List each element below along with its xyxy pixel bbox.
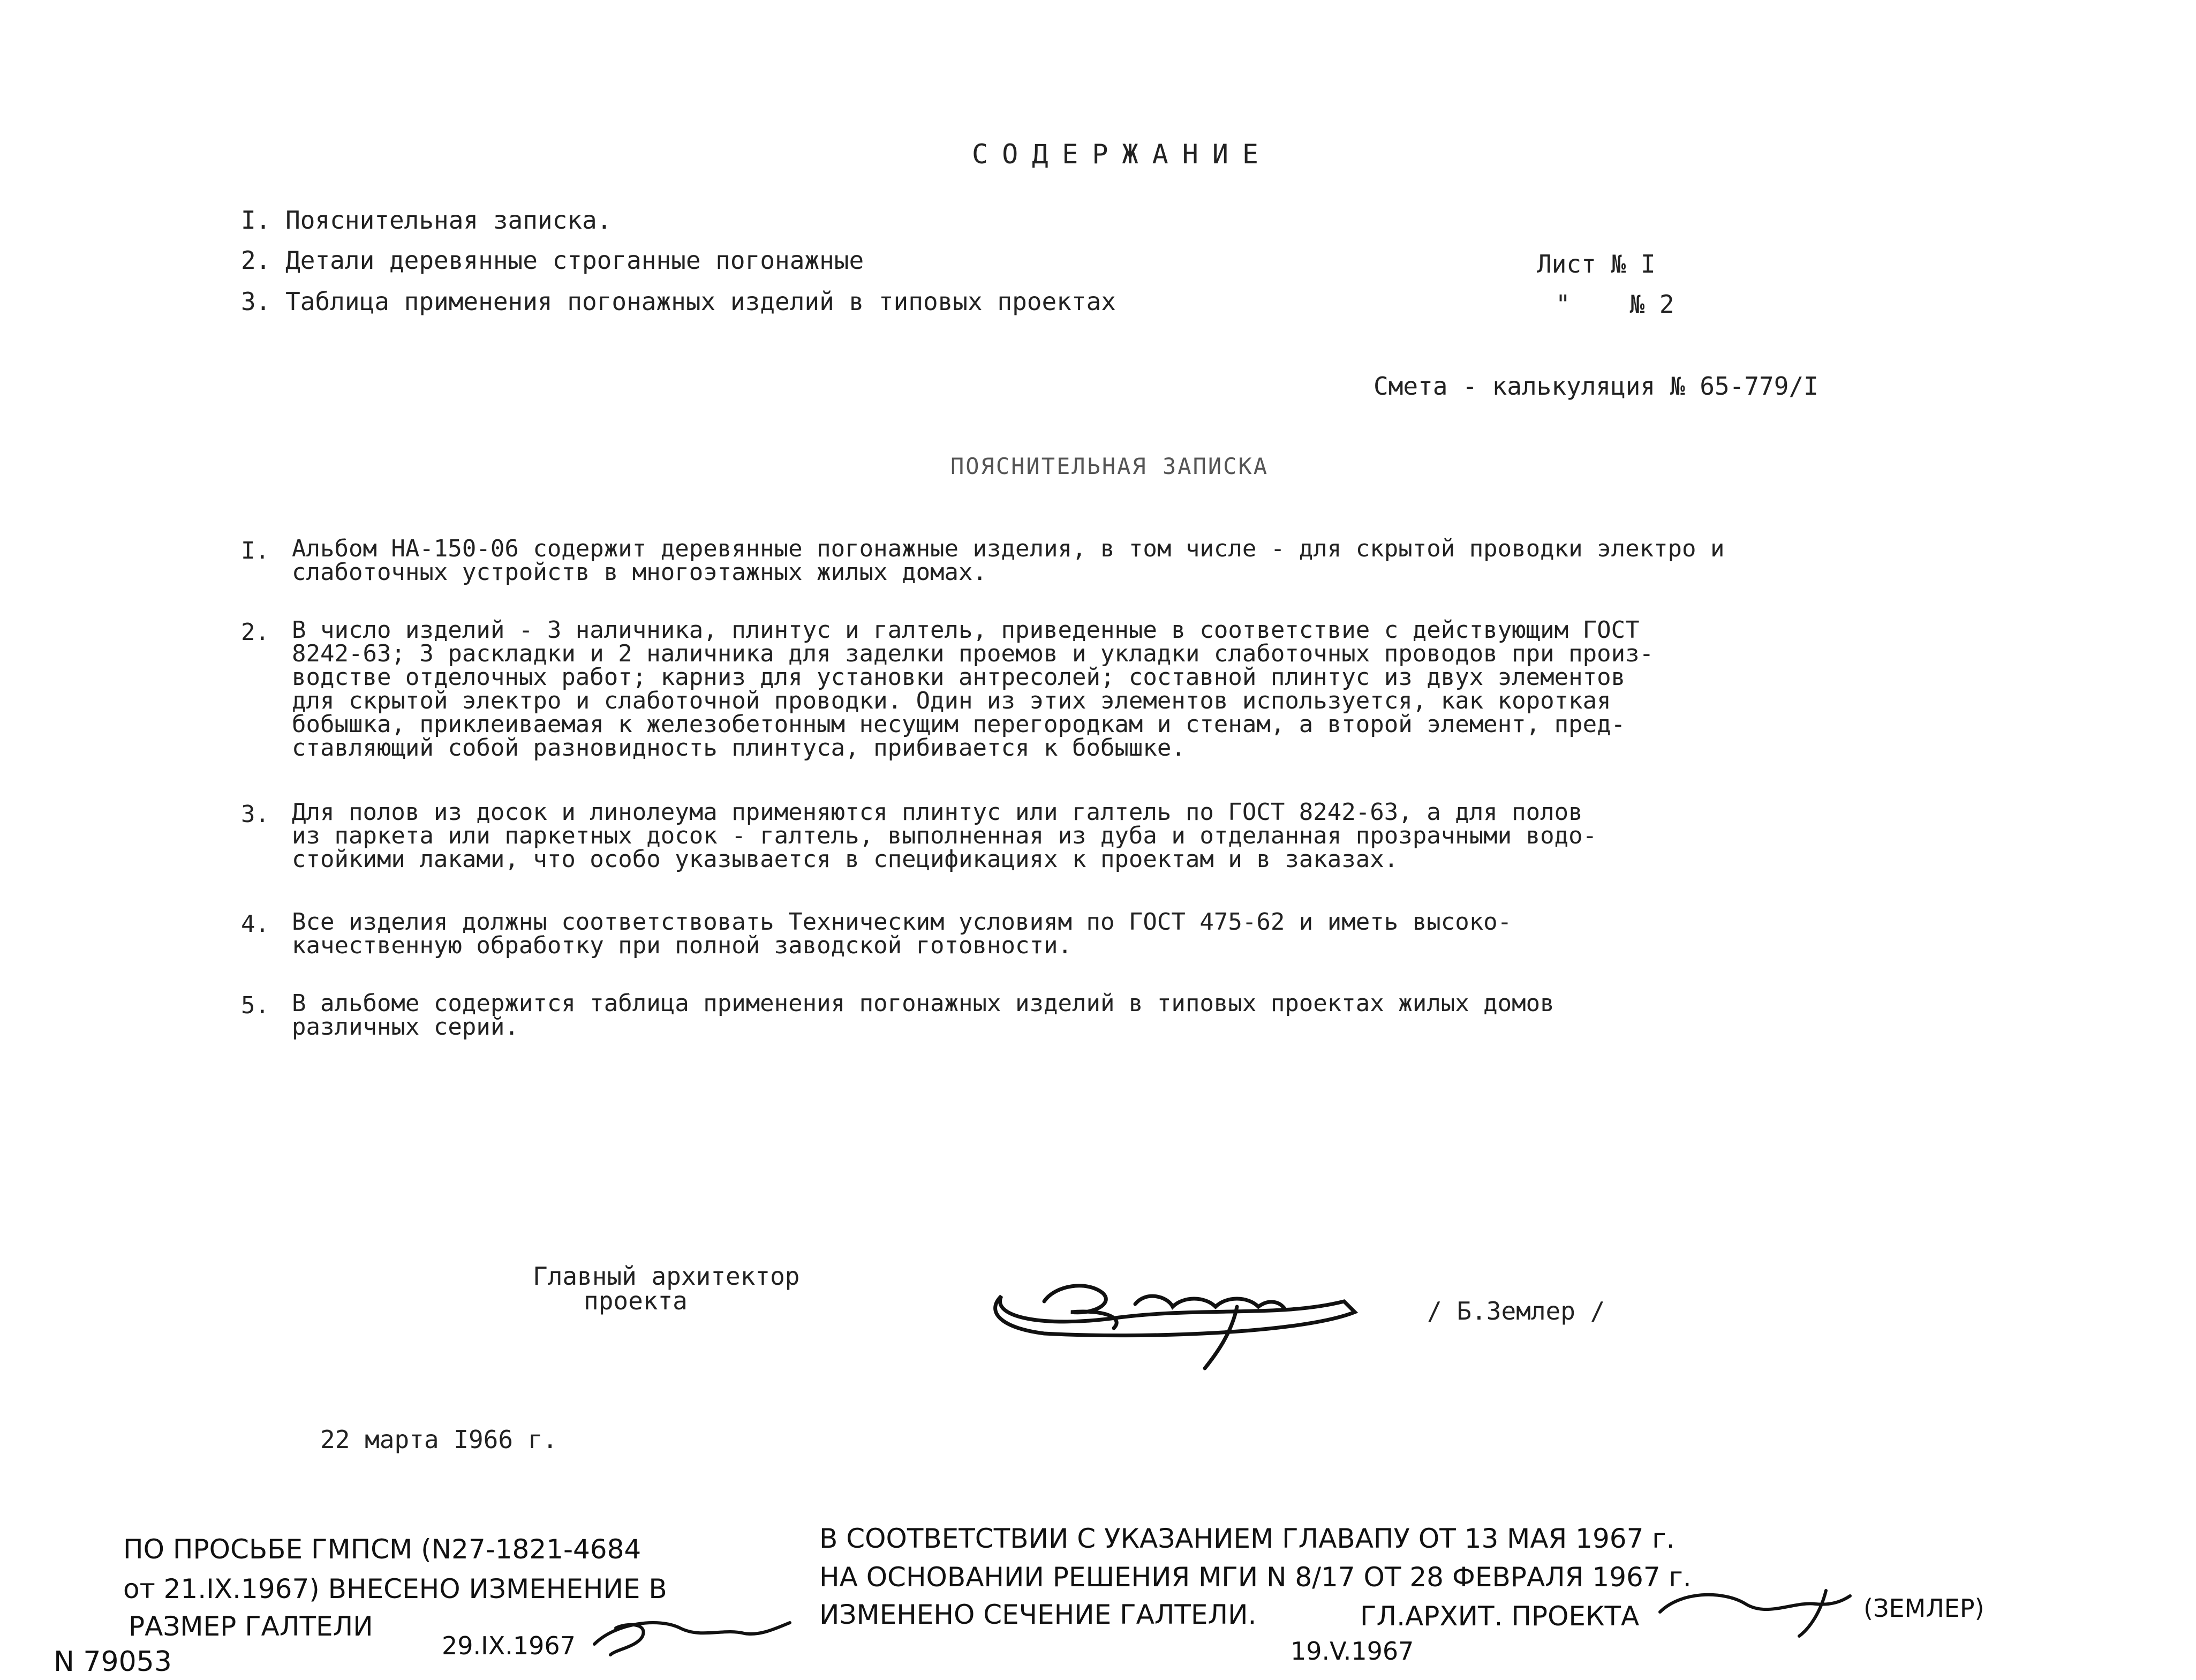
handwritten-line: В СООТВЕТСТВИИ С УКАЗАНИЕМ ГЛАВАПУ ОТ 13 МАЯ 1967 г. [819,1523,1675,1554]
paragraph-line: различных серий. [292,1013,519,1041]
document-date: 22 марта I966 г. [320,1425,558,1454]
handwritten-right-role: ГЛ.АРХИТ. ПРОЕКТА [1360,1601,1640,1632]
handwritten-right-signature [1649,1580,1853,1639]
paragraph-number: 4. [241,910,269,938]
signer-role-line: проекта [584,1286,688,1315]
handwritten-left-signature [584,1607,798,1666]
paragraph-line: В число изделий - 3 наличника, плинтус и галтель, приведенные в соответствие с действующим ГОСТ [292,616,1640,644]
contents-item-number: 3. [241,287,271,316]
paragraph-line: Все изделия должны соответствовать Техническим условиям по ГОСТ 475-62 и иметь высоко- [292,908,1512,936]
note-title: ПОЯСНИТЕЛЬНАЯ ЗАПИСКА [950,453,1269,479]
contents-item-number: I. [241,206,271,235]
contents-item-1 [241,206,612,235]
paragraph-line: слаботочных устройств в многоэтажных жилых домах. [292,559,987,586]
estimate-reference: Смета - калькуляция № 65-779/I [1374,372,1818,401]
document-number: N 79053 [54,1646,172,1678]
signer-name: / Б.Землер / [1427,1297,1605,1325]
paragraph-line: ставляющий собой разновидность плинтуса, прибивается к бобышке. [292,734,1186,762]
paragraph-number: I. [241,537,269,564]
contents-item-text: Детали деревянные строганные погонажные [285,246,864,275]
paragraph-line: стойкими лаками, что особо указывается в спецификациях к проектам и в заказах. [292,846,1399,873]
contents-item-3 [241,289,1116,314]
contents-item-text: Таблица применения погонажных изделий в типовых проектах [285,287,1116,316]
paragraph-line: Альбом НА-150-06 содержит деревянные погонажные изделия, в том числе - для скрытой проводки электро и [292,535,1725,562]
paragraph-3 [241,798,1597,873]
paragraph-line: для скрытой электро и слаботочной проводки. Один из этих элементов используется, как короткая [292,687,1611,714]
paragraph-5 [241,992,1554,1039]
signer-role-line: Главный архитектор [533,1262,800,1291]
handwritten-line: ИЗМЕНЕНО СЕЧЕНИЕ ГАЛТЕЛИ. [819,1599,1257,1630]
paragraph-line: из паркета или паркетных досок - галтель, выполненная из дуба и отделанная прозрачными водо- [292,822,1597,849]
paragraph-number: 3. [241,801,269,828]
contents-item-text: Пояснительная записка. [285,206,612,235]
signer-role [533,1264,800,1313]
paragraph-4 [241,910,1512,958]
contents-title: СОДЕРЖАНИЕ [972,139,1273,170]
paragraph-2 [241,616,1654,762]
sheet-ref-1: Лист № I [1537,250,1656,278]
handwritten-line: ПО ПРОСЬБЕ ГМПСМ (N27-1821-4684 [123,1534,642,1565]
sheet-ref-2: " № 2 [1556,290,1674,319]
paragraph-line: 8242-63; 3 раскладки и 2 наличника для заделки проемов и укладки слаботочных проводов при произ- [292,640,1654,667]
contents-item-2 [241,248,864,273]
signature-image [980,1253,1365,1376]
handwritten-right-date: 19.V.1967 [1291,1637,1414,1666]
paragraph-line: Для полов из досок и линолеума применяются плинтус или галтель по ГОСТ 8242-63, а для полов [292,798,1583,826]
paragraph-line: В альбоме содержится таблица применения погонажных изделий в типовых проектах жилых домов [292,990,1554,1017]
paragraph-line: качественную обработку при полной заводской готовности. [292,932,1072,959]
paragraph-number: 2. [241,619,269,646]
paragraph-number: 5. [241,992,269,1019]
handwritten-left-date: 29.IX.1967 [442,1631,576,1660]
paragraph-line: водстве отделочных работ; карниз для установки антресолей; составной плинтус из двух элементов [292,664,1626,691]
handwritten-line: РАЗМЕР ГАЛТЕЛИ [129,1611,373,1642]
contents-item-number: 2. [241,246,271,275]
paragraph-line: бобышка, приклеиваемая к железобетонным несущим перегородкам и стенам, а второй элемент, пред- [292,711,1626,738]
handwritten-line: НА ОСНОВАНИИ РЕШЕНИЯ МГИ N 8/17 ОТ 28 ФЕВРАЛЯ 1967 г. [819,1562,1692,1593]
paragraph-1 [241,537,1725,584]
handwritten-right-name: (ЗЕМЛЕР) [1863,1594,1984,1623]
handwritten-line: от 21.IX.1967) ВНЕСЕНО ИЗМЕНЕНИЕ В [123,1573,667,1604]
